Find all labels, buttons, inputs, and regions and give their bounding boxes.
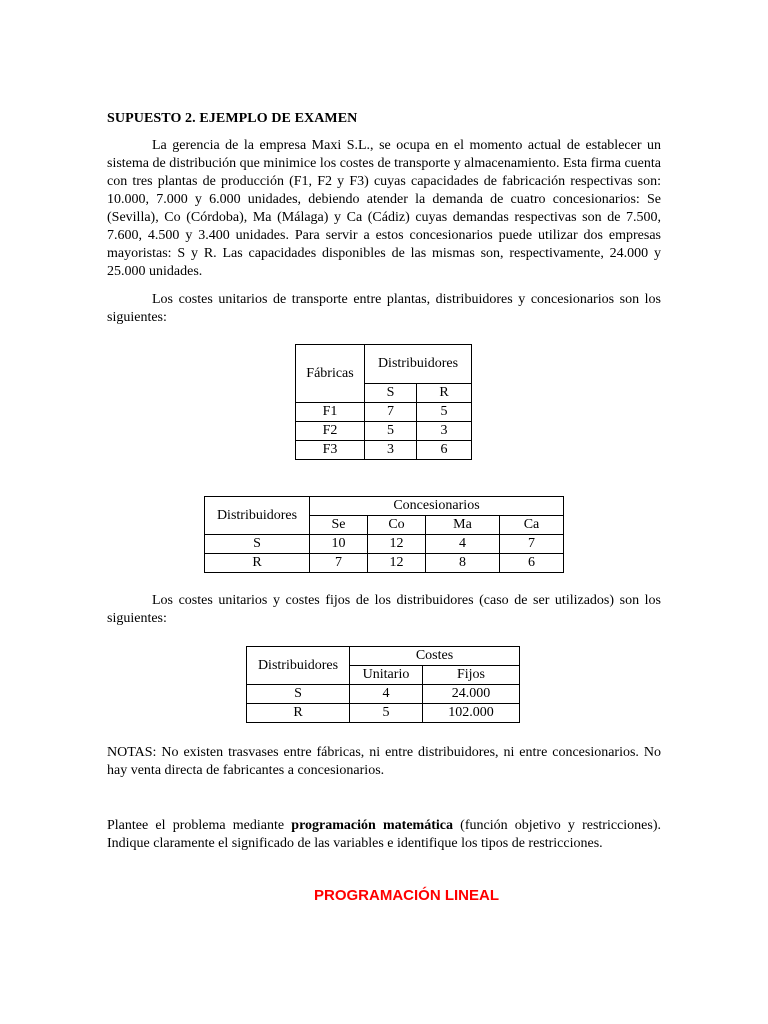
table-column-header: Se xyxy=(310,516,368,535)
table-row-label: F1 xyxy=(296,403,365,422)
table-cell: 8 xyxy=(426,554,500,573)
table-row-label: F3 xyxy=(296,441,365,460)
notes-paragraph: NOTAS: No existen trasvases entre fábricas, ni entre distribuidores, ni entre concesionarios. No hay venta directa de fabricantes a concesionarios. xyxy=(107,745,661,778)
fixed-costs-paragraph xyxy=(107,592,661,628)
transport-costs-text: Los costes unitarios de transporte entre plantas, distribuidores y concesionarios son los siguientes: xyxy=(107,292,661,325)
table-row xyxy=(296,422,472,441)
table-row-header: Distribuidores xyxy=(205,497,310,535)
table-cell: 7 xyxy=(500,535,564,554)
table-row xyxy=(296,403,472,422)
table-column-header: Ma xyxy=(426,516,500,535)
table-row-label: S xyxy=(247,685,350,704)
table-column-header: R xyxy=(417,384,472,403)
table-cell: 7 xyxy=(310,554,368,573)
distributors-dealers-table xyxy=(204,496,564,573)
table-row xyxy=(296,441,472,460)
table-row-label: S xyxy=(205,535,310,554)
factories-distributors-table xyxy=(295,344,472,460)
table-cell: 10 xyxy=(310,535,368,554)
table-row xyxy=(247,685,520,704)
table-row-label: R xyxy=(205,554,310,573)
table-cell: 3 xyxy=(417,422,472,441)
transport-costs-paragraph xyxy=(107,291,661,327)
table-row-label: F2 xyxy=(296,422,365,441)
task-text-end: (función objetivo y restricciones). Indique claramente el significado de las variables e identifique los tipos de restricciones. xyxy=(107,818,662,851)
table-cell: 24.000 xyxy=(423,685,520,704)
table-group-header: Concesionarios xyxy=(310,497,564,516)
table-column-header: Unitario xyxy=(350,666,423,685)
table-row-header: Distribuidores xyxy=(247,647,350,685)
document-title: SUPUESTO 2. EJEMPLO DE EXAMEN xyxy=(107,111,358,126)
table-cell: 102.000 xyxy=(423,704,520,723)
table-cell: 4 xyxy=(350,685,423,704)
table-group-header: Distribuidores xyxy=(365,345,472,384)
table-cell: 3 xyxy=(365,441,417,460)
table-row xyxy=(205,554,564,573)
intro-paragraph-text: La gerencia de la empresa Maxi S.L., se ocupa en el momento actual de establecer un sistema de distribución que minimice los costes de transporte y almacenamiento. Esta firma cuenta con tres plantas de producción (F1, F2 y F3) cuyas capacidades de fabricación respectivas son: 10.000, 7.000 y 6.000 unidades, debiendo atender la demanda de cuatro concesionarios: Se (Sevilla), Co (Córdoba), Ma (Málaga) y Ca (Cádiz) cuyas demandas respectivas son de 7.500, 7.600, 4.500 y 3.400 unidades. Para servir a estos concesionarios puede utilizar dos empresas mayoristas: S y R. Las capacidades disponibles de las mismas son, respectivamente, 24.000 y 25.000 unidades. xyxy=(107,138,661,279)
table-cell: 5 xyxy=(350,704,423,723)
task-text-bold: programación matemática xyxy=(291,818,453,833)
table-cell: 4 xyxy=(426,535,500,554)
task-paragraph xyxy=(107,817,661,853)
table-cell: 12 xyxy=(368,554,426,573)
table-group-header: Costes xyxy=(350,647,520,666)
table-cell: 6 xyxy=(500,554,564,573)
table-cell: 5 xyxy=(365,422,417,441)
table-cell: 5 xyxy=(417,403,472,422)
fixed-costs-text: Los costes unitarios y costes fijos de los distribuidores (caso de ser utilizados) son los siguientes: xyxy=(107,593,661,626)
table-column-header: S xyxy=(365,384,417,403)
section-heading: PROGRAMACIÓN LINEAL xyxy=(314,887,499,904)
table-column-header: Fijos xyxy=(423,666,520,685)
table-column-header: Ca xyxy=(500,516,564,535)
intro-paragraph xyxy=(107,137,661,281)
table-row-header: Fábricas xyxy=(296,345,365,403)
table-cell: 12 xyxy=(368,535,426,554)
table-cell: 6 xyxy=(417,441,472,460)
distributor-costs-table xyxy=(246,646,520,723)
table-row-label: R xyxy=(247,704,350,723)
table-cell: 7 xyxy=(365,403,417,422)
table-row xyxy=(205,535,564,554)
table-row xyxy=(247,704,520,723)
task-text-start: Plantee el problema mediante xyxy=(107,818,292,833)
table-column-header: Co xyxy=(368,516,426,535)
